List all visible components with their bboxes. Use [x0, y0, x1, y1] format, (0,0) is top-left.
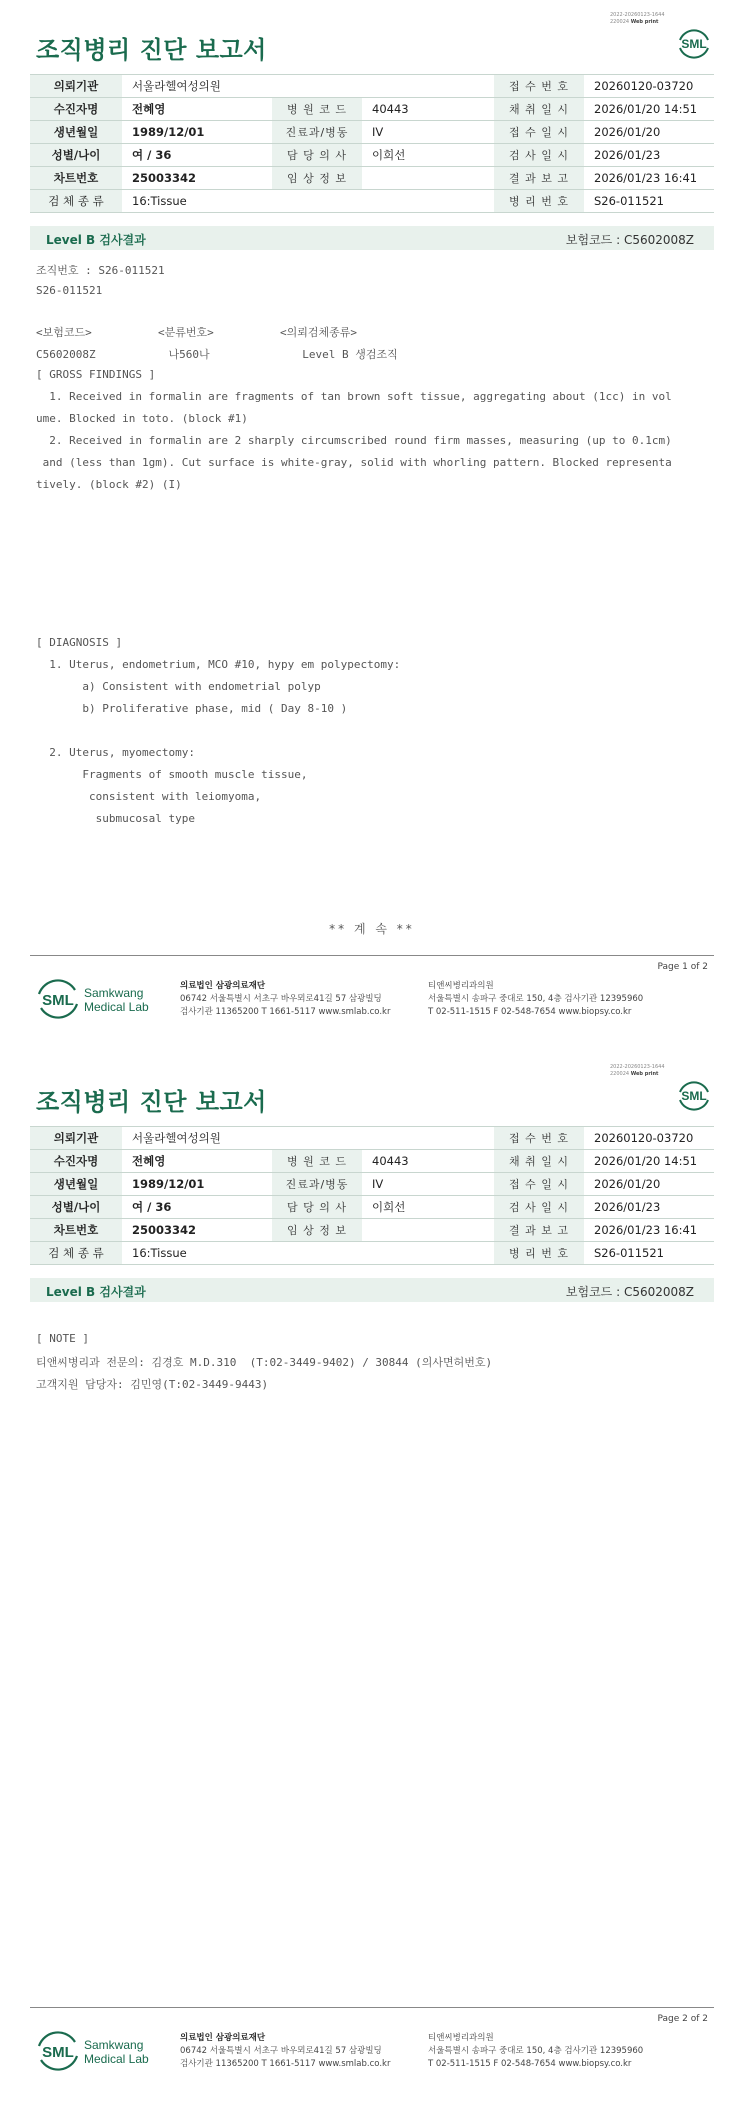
- logo-line1: Samkwang: [84, 2038, 144, 2052]
- footer-samkwang-info: [180, 980, 390, 1019]
- label-birthdate: 생년월일: [30, 1173, 122, 1196]
- label-collection-date: 채 취 일 시: [494, 1150, 584, 1173]
- logo-text: SML: [681, 37, 707, 51]
- label-birthdate: 생년월일: [30, 121, 122, 144]
- label-pathology-no: 병 리 번 호: [494, 1242, 584, 1265]
- value-collection-date: 2026/01/20 14:51: [584, 98, 714, 121]
- label-patient-name: 수진자명: [30, 1150, 122, 1173]
- gross-findings-heading: [ GROSS FINDINGS ]: [36, 368, 156, 381]
- value-accession-no: 20260120-03720: [584, 1127, 714, 1150]
- insurance-code: 보험코드 : C5602008Z: [565, 1285, 694, 1299]
- gross-line: 2. Received in formalin are 2 sharply circumscribed round firm masses, measuring (up to 0.1cm): [36, 434, 672, 447]
- value-report-date: 2026/01/23 16:41: [584, 1219, 714, 1242]
- label-sex-age: 성별/나이: [30, 1196, 122, 1219]
- label-chart-no: 차트번호: [30, 167, 122, 190]
- footer-org-title: 의료법인 삼광의료재단: [180, 2033, 266, 2043]
- logo-line1: Samkwang: [84, 986, 144, 1000]
- note-line: 고객지원 담당자: 김민영(T:02-3449-9443): [36, 1378, 269, 1391]
- label-doctor: 담 당 의 사: [272, 144, 362, 167]
- meta-line: 220024: [610, 19, 630, 25]
- footer-contact: 검사기관 11365200 T 1661-5117 www.smlab.co.kr: [180, 1007, 391, 1017]
- samkwang-logo-icon: [36, 976, 156, 1022]
- meta-line: 2022-20260123-1644: [610, 1064, 665, 1070]
- report-title: 조직병리 진단 보고서: [36, 36, 267, 64]
- print-meta: [610, 1064, 665, 1078]
- label-collection-date: 채 취 일 시: [494, 98, 584, 121]
- code-values: C5602008Z 나560나 Level B 생검조직: [36, 348, 398, 361]
- label-patient-name: 수진자명: [30, 98, 122, 121]
- footer-address: 06742 서울특별시 서초구 바우뫼로41길 57 삼광빌딩: [180, 2046, 382, 2056]
- value-sex-age: 여 / 36: [122, 144, 272, 167]
- value-hospital-code: 40443: [362, 98, 494, 121]
- value-received-date: 2026/01/20: [584, 1173, 714, 1196]
- samkwang-logo-icon: [36, 2028, 156, 2074]
- info-row: [30, 1196, 714, 1219]
- value-department: IV: [362, 121, 494, 144]
- value-accession-no: 20260120-03720: [584, 75, 714, 98]
- info-row: [30, 144, 714, 167]
- result-header-bar: [30, 1278, 714, 1302]
- insurance-code: 보험코드 : C5602008Z: [565, 233, 694, 247]
- label-chart-no: 차트번호: [30, 1219, 122, 1242]
- label-received-date: 접 수 일 시: [494, 121, 584, 144]
- logo-sml: SML: [42, 992, 74, 1009]
- result-level: Level B 검사결과: [46, 1285, 146, 1299]
- meta-web: Web print: [630, 1071, 659, 1077]
- page-number: Page 2 of 2: [657, 2014, 708, 2024]
- report-page-2: [0, 1052, 744, 2104]
- label-report-date: 결 과 보 고: [494, 1219, 584, 1242]
- info-row: [30, 167, 714, 190]
- footer-divider: [30, 955, 714, 956]
- footer-contact: 검사기관 11365200 T 1661-5117 www.smlab.co.kr: [180, 2059, 391, 2069]
- label-clinical-info: 임 상 정 보: [272, 167, 362, 190]
- info-row: [30, 1219, 714, 1242]
- label-report-date: 결 과 보 고: [494, 167, 584, 190]
- print-meta: [610, 12, 665, 26]
- value-exam-date: 2026/01/23: [584, 144, 714, 167]
- value-pathology-no: S26-011521: [584, 190, 714, 213]
- footer-tnc-info: [428, 2032, 643, 2071]
- label-specimen-type: 검 체 종 류: [30, 190, 122, 213]
- continued-marker: ** 계 속 **: [329, 922, 415, 936]
- value-pathology-no: S26-011521: [584, 1242, 714, 1265]
- diagnosis-line: a) Consistent with endometrial polyp: [36, 680, 321, 693]
- info-row: [30, 1173, 714, 1196]
- logo-text: SML: [681, 1089, 707, 1103]
- label-exam-date: 검 사 일 시: [494, 144, 584, 167]
- report-title: 조직병리 진단 보고서: [36, 1088, 267, 1116]
- diagnosis-line: submucosal type: [36, 812, 195, 825]
- label-doctor: 담 당 의 사: [272, 1196, 362, 1219]
- patient-info-table: [30, 74, 714, 213]
- label-hospital-code: 병 원 코 드: [272, 98, 362, 121]
- value-sex-age: 여 / 36: [122, 1196, 272, 1219]
- sml-logo-icon: [676, 1078, 712, 1114]
- footer-samkwang-info: [180, 2032, 390, 2071]
- gross-line: tively. (block #2) (I): [36, 478, 182, 491]
- value-hospital-code: 40443: [362, 1150, 494, 1173]
- value-birthdate: 1989/12/01: [122, 121, 272, 144]
- value-report-date: 2026/01/23 16:41: [584, 167, 714, 190]
- tissue-number: 조직번호 : S26-011521: [36, 264, 165, 277]
- label-sex-age: 성별/나이: [30, 144, 122, 167]
- logo-line2: Medical Lab: [84, 2052, 149, 2066]
- label-exam-date: 검 사 일 시: [494, 1196, 584, 1219]
- info-row: [30, 1127, 714, 1150]
- page-number: Page 1 of 2: [657, 962, 708, 972]
- value-doctor: 이희선: [362, 1196, 494, 1219]
- diagnosis-heading: [ DIAGNOSIS ]: [36, 636, 123, 649]
- value-department: IV: [362, 1173, 494, 1196]
- patient-info-table: [30, 1126, 714, 1265]
- value-patient-name: 전혜영: [122, 98, 272, 121]
- gross-line: and (less than 1gm). Cut surface is white-gray, solid with whorling pattern. Blocked representa: [36, 456, 672, 469]
- logo-sml: SML: [42, 2044, 74, 2061]
- label-accession-no: 접 수 번 호: [494, 75, 584, 98]
- value-requester: 서울라헬여성의원: [122, 75, 494, 98]
- value-received-date: 2026/01/20: [584, 121, 714, 144]
- value-requester: 서울라헬여성의원: [122, 1127, 494, 1150]
- gross-line: 1. Received in formalin are fragments of tan brown soft tissue, aggregating about (1cc) in vol: [36, 390, 672, 403]
- label-pathology-no: 병 리 번 호: [494, 190, 584, 213]
- value-chart-no: 25003342: [122, 167, 272, 190]
- diagnosis-line: consistent with leiomyoma,: [36, 790, 262, 803]
- value-doctor: 이희선: [362, 144, 494, 167]
- footer-org-title: 의료법인 삼광의료재단: [180, 981, 266, 991]
- footer-address: 서울특별시 송파구 중대로 150, 4층 검사기관 12395960: [428, 994, 644, 1004]
- value-birthdate: 1989/12/01: [122, 1173, 272, 1196]
- label-received-date: 접 수 일 시: [494, 1173, 584, 1196]
- info-row: [30, 98, 714, 121]
- value-clinical-info: [362, 1219, 494, 1242]
- footer-address: 서울특별시 송파구 중대로 150, 4층 검사기관 12395960: [428, 2046, 644, 2056]
- result-header-bar: [30, 226, 714, 250]
- code-headers: <보험코드> <분류번호> <의뢰검체종류>: [36, 326, 357, 339]
- meta-web: Web print: [630, 19, 659, 25]
- meta-line: 2022-20260123-1644: [610, 12, 665, 18]
- value-chart-no: 25003342: [122, 1219, 272, 1242]
- note-line: 티앤씨병리과 전문의: 김경호 M.D.310 (T:02-3449-9402) / 30844 (의사면허번호): [36, 1356, 493, 1369]
- tissue-number-2: S26-011521: [36, 284, 103, 297]
- info-row: [30, 190, 714, 213]
- footer-org-title: 티앤씨병리과의원: [428, 2033, 494, 2043]
- value-collection-date: 2026/01/20 14:51: [584, 1150, 714, 1173]
- info-row: [30, 75, 714, 98]
- label-requester: 의뢰기관: [30, 75, 122, 98]
- gross-line: ume. Blocked in toto. (block #1): [36, 412, 248, 425]
- footer-org-title: 티앤씨병리과의원: [428, 981, 494, 991]
- footer-divider: [30, 2007, 714, 2008]
- footer-contact: T 02-511-1515 F 02-548-7654 www.biopsy.co.kr: [428, 2059, 632, 2069]
- meta-line: 220024: [610, 1071, 630, 1077]
- diagnosis-line: 2. Uterus, myomectomy:: [36, 746, 195, 759]
- info-row: [30, 1150, 714, 1173]
- label-requester: 의뢰기관: [30, 1127, 122, 1150]
- footer-tnc-info: [428, 980, 643, 1019]
- diagnosis-line: 1. Uterus, endometrium, MCO #10, hypy em polypectomy:: [36, 658, 401, 671]
- footer-address: 06742 서울특별시 서초구 바우뫼로41길 57 삼광빌딩: [180, 994, 382, 1004]
- value-specimen-type: 16:Tissue: [122, 1242, 494, 1265]
- info-row: [30, 1242, 714, 1265]
- label-department: 진료과/병동: [272, 121, 362, 144]
- logo-line2: Medical Lab: [84, 1000, 149, 1014]
- sml-logo-icon: [676, 26, 712, 62]
- diagnosis-line: Fragments of smooth muscle tissue,: [36, 768, 308, 781]
- footer-contact: T 02-511-1515 F 02-548-7654 www.biopsy.co.kr: [428, 1007, 632, 1017]
- label-clinical-info: 임 상 정 보: [272, 1219, 362, 1242]
- value-clinical-info: [362, 167, 494, 190]
- label-specimen-type: 검 체 종 류: [30, 1242, 122, 1265]
- label-accession-no: 접 수 번 호: [494, 1127, 584, 1150]
- value-patient-name: 전혜영: [122, 1150, 272, 1173]
- label-department: 진료과/병동: [272, 1173, 362, 1196]
- value-exam-date: 2026/01/23: [584, 1196, 714, 1219]
- label-hospital-code: 병 원 코 드: [272, 1150, 362, 1173]
- value-specimen-type: 16:Tissue: [122, 190, 494, 213]
- note-heading: [ NOTE ]: [36, 1332, 89, 1345]
- info-row: [30, 121, 714, 144]
- diagnosis-line: b) Proliferative phase, mid ( Day 8-10 ): [36, 702, 348, 715]
- result-level: Level B 검사결과: [46, 233, 146, 247]
